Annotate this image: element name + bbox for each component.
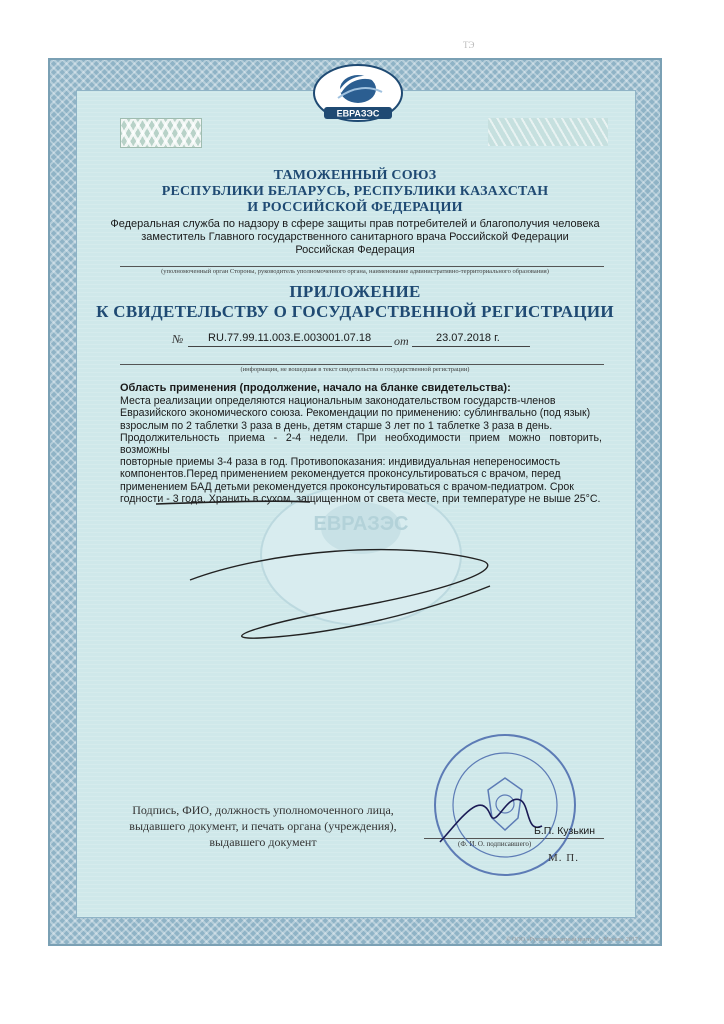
number-underline	[188, 346, 392, 347]
watermark-label: ЕВРАЗЭС	[313, 513, 409, 535]
date-label: от	[394, 334, 409, 348]
union-title: ТАМОЖЕННЫЙ СОЮЗ	[273, 168, 437, 183]
application-heading: Область применения (продолжение, начало на бланке свидетельства):	[120, 382, 511, 394]
authority-line-3: Российская Федерация	[295, 244, 415, 256]
application-area	[120, 382, 602, 505]
guilloche-pattern-left	[120, 118, 202, 148]
info-caption: (информация, не вошедшая в текст свидетельства о государственной регистрации)	[240, 366, 470, 373]
eurasec-emblem-icon	[310, 62, 406, 128]
application-text: Места реализации определяются национальным законодательством государств-членов Евразийского экономического союза. Рекомендации по применению: сублингвально (под язык) взрослым по 2 таблетки 3 раза в день, детям старше 3 лет по 1 таблетке 3 раза в день. Продолжительность приема - 2-4 недели. При необходимости прием можно повторить, возможны повторные приемы 3-4 раза в год. Противопоказания: индивидуальная непереносимость компонентов.Перед применением рекомендуется проконсультироваться с врачом, перед применением БАД детьми рекомендуется проконсультироваться с врачом-педиатром. Срок годности - 3 года. Хранить в сухом, защищенном от света месте, при температуре не выше 25°С.	[120, 395, 602, 505]
appendix-title: ПРИЛОЖЕНИЕ	[289, 282, 421, 301]
registration-line	[172, 330, 612, 350]
signer-name: Б.П. Кузькин	[534, 825, 596, 837]
signature-label: Подпись, ФИО, должность уполномоченного лица, выдавшего документ, и печать органа (учреждения), выдавшего документ	[129, 803, 397, 849]
federation-title: И РОССИЙСКОЙ ФЕДЕРАЦИИ	[247, 200, 463, 215]
registration-number: RU.77.99.11.003.Е.003001.07.18	[208, 332, 372, 344]
republics-title: РЕСПУБЛИКИ БЕЛАРУСЬ, РЕСПУБЛИКИ КАЗАХСТАН	[161, 184, 549, 199]
cancellation-scribble-icon	[150, 490, 510, 660]
authority-caption: (уполномоченный орган Стороны, руководитель уполномоченного органа, наименование административно-территориального образования)	[161, 268, 549, 275]
authority-line-1: Федеральная служба по надзору в сфере защиты прав потребителей и благополучия человека	[110, 218, 600, 230]
authority-line-2: заместитель Главного государственного санитарного врача Российской Федерации	[141, 231, 569, 243]
guilloche-pattern-right	[488, 118, 608, 146]
emblem-label: ЕВРАЗЭС	[336, 108, 380, 119]
fio-caption: (Ф. И. О. подписавшего)	[458, 840, 532, 848]
registration-date: 23.07.2018 г.	[436, 332, 500, 344]
seal-place: М. П.	[548, 852, 579, 864]
corner-mark: ТЭ	[463, 40, 475, 50]
printer-footer: © ООО «Русский печатный центр», г. Москва, 2017 г.	[506, 937, 643, 943]
appendix-subtitle: К СВИДЕТЕЛЬСТВУ О ГОСУДАРСТВЕННОЙ РЕГИСТРАЦИИ	[96, 302, 614, 321]
number-label: №	[172, 332, 184, 346]
info-underline	[120, 364, 604, 365]
date-underline	[412, 346, 530, 347]
authority-underline	[120, 266, 604, 267]
